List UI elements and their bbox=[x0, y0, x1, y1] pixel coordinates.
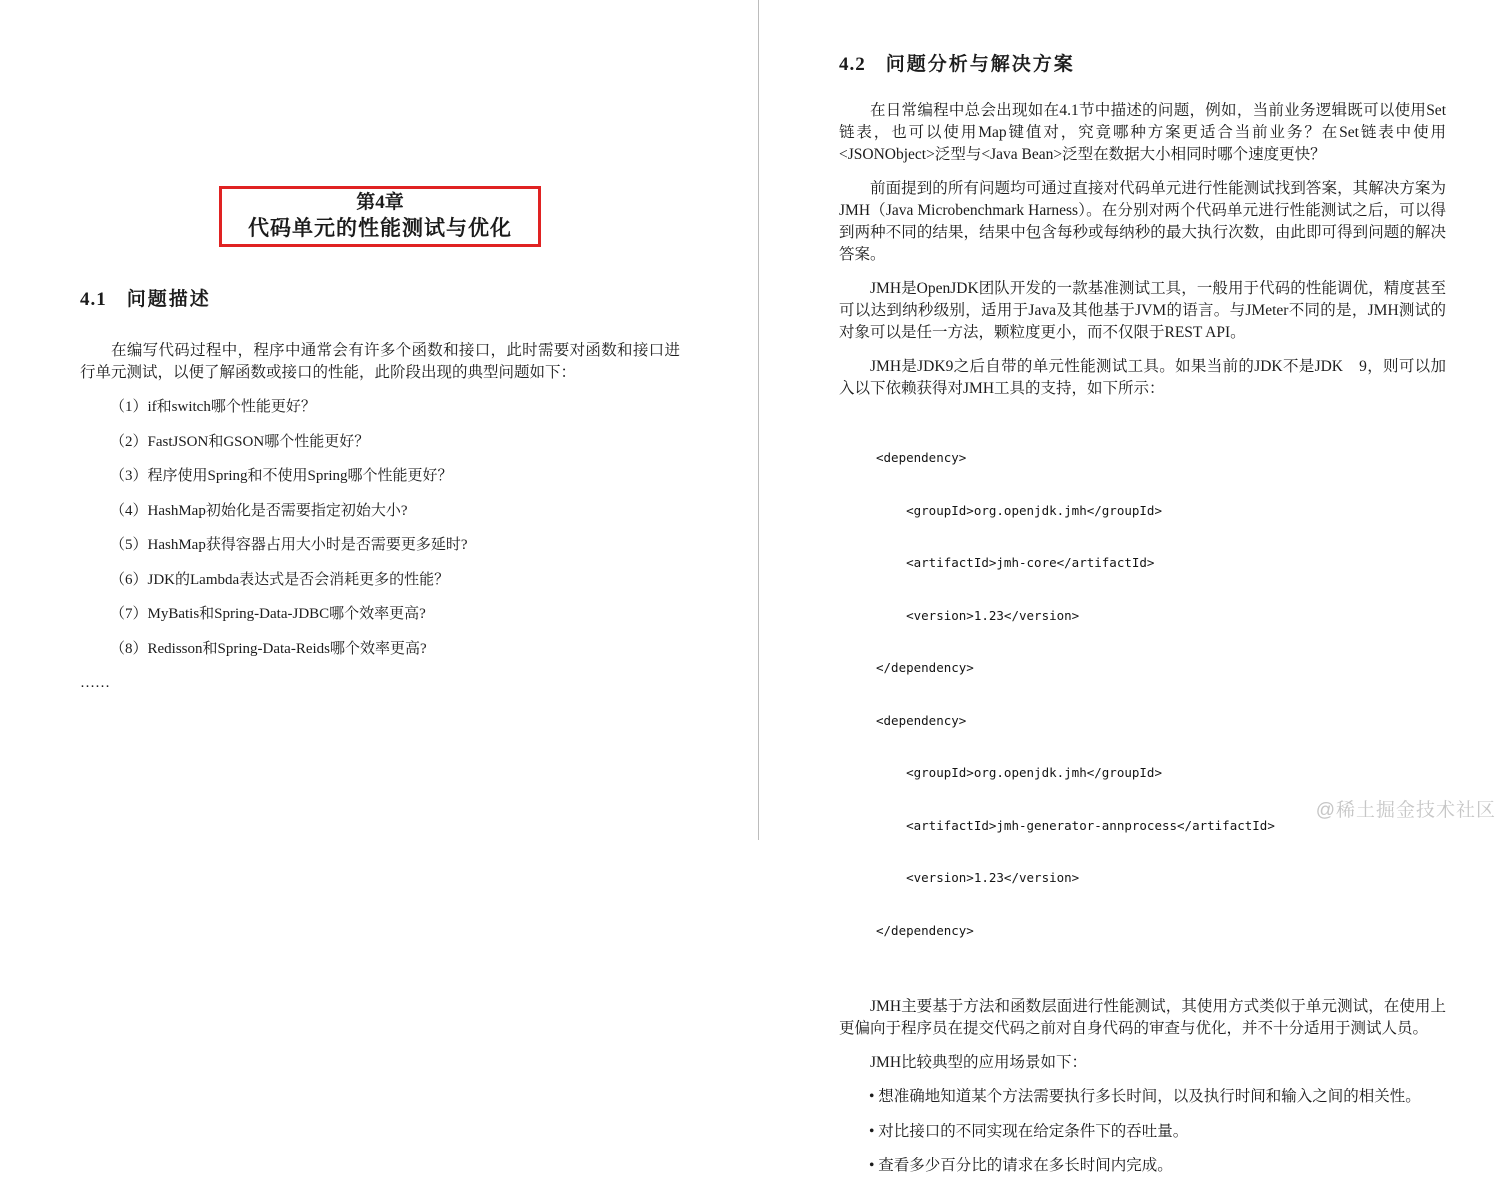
question-item: （5）HashMap获得容器占用大小时是否需要更多延时? bbox=[110, 537, 468, 553]
scenario-bullet-list bbox=[839, 1086, 1446, 1177]
juejin-watermark: @稀土掘金技术社区 bbox=[1315, 800, 1496, 821]
page-left bbox=[0, 0, 758, 840]
question-item: （8）Redisson和Spring-Data-Reids哪个效率更高? bbox=[110, 640, 427, 657]
scenarios-intro: JMH比较典型的应用场景如下： bbox=[870, 1054, 1088, 1071]
paragraph-jmh-usage: JMH主要基于方法和函数层面进行性能测试，其使用方式类似于单元测试，在使用上更偏向于程序员在提交代码之前对自身代码的审查与优化，并不十分适用于测试人员。 bbox=[839, 998, 1446, 1037]
code-line: <groupId>org.openjdk.jmh</groupId> bbox=[876, 765, 1162, 780]
code-line: <groupId>org.openjdk.jmh</groupId> bbox=[876, 502, 1162, 518]
question-item: （7）MyBatis和Spring-Data-JDBC哪个效率更高? bbox=[110, 606, 426, 622]
question-list bbox=[80, 396, 680, 660]
code-line: </dependency> bbox=[876, 922, 974, 938]
paragraph-jmh-description: JMH是OpenJDK团队开发的一款基准测试工具，一般用于代码的性能调优，精度甚至可以达到纳秒级别，适用于Java及其他基于JVM的语言。与JMeter不同的是，JMH测试的对象可以是任一方法，颗粒度更小，而不仅限于REST API。 bbox=[839, 280, 1446, 341]
bullet-item: • 想准确地知道某个方法需要执行多长时间，以及执行时间和输入之间的相关性。 bbox=[869, 1088, 1421, 1105]
paragraph-problem-examples: 在日常编程中总会出现如在4.1节中描述的问题，例如，当前业务逻辑既可以使用Set链表，也可以使用Map键值对，究竟哪种方案更适合当前业务？在Set链表中使用<JSONObject>泛型与<Java Bean>泛型在数据大小相同时哪个速度更快？ bbox=[839, 102, 1446, 163]
page-right bbox=[759, 0, 1512, 1174]
code-line: <artifactId>jmh-generator-annprocess</artifactId> bbox=[876, 817, 1275, 833]
chapter-title: 代码单元的性能测试与优化 bbox=[248, 216, 512, 240]
section-number: 4.2 bbox=[839, 54, 866, 75]
question-item: （4）HashMap初始化是否需要指定初始大小? bbox=[110, 502, 408, 519]
code-line: </dependency> bbox=[876, 660, 974, 675]
section-4-1-heading bbox=[80, 287, 680, 313]
section-title: 问题分析与解决方案 bbox=[885, 54, 1075, 75]
question-item: （3）程序使用Spring和不使用Spring哪个性能更好？ bbox=[110, 468, 453, 484]
code-line: <version>1.23</version> bbox=[876, 607, 1080, 623]
question-item: （6）JDK的Lambda表达式是否会消耗更多的性能？ bbox=[110, 571, 450, 588]
paragraph-jmh-solution: 前面提到的所有问题均可通过直接对代码单元进行性能测试找到答案，其解决方案为JMH（Java Microbenchmark Harness）。在分别对两个代码单元进行性能测试之后，可以得到两种不同的结果，结果中包含每秒或每纳秒的最大执行次数，由此即可得到问题的解决答案。 bbox=[839, 180, 1446, 263]
section-4-2-heading bbox=[839, 52, 1446, 78]
question-item: （2）FastJSON和GSON哪个性能更好？ bbox=[110, 433, 370, 450]
question-item: （1）if和switch哪个性能更好？ bbox=[110, 399, 316, 415]
bullet-item: • 查看多少百分比的请求在多长时间内完成。 bbox=[869, 1157, 1173, 1174]
maven-dependency-code-block bbox=[876, 414, 1446, 974]
code-line: <dependency> bbox=[876, 450, 967, 465]
section-number: 4.1 bbox=[80, 289, 107, 310]
code-line: <dependency> bbox=[876, 712, 967, 728]
bullet-item: • 对比接口的不同实现在给定条件下的吞吐量。 bbox=[869, 1122, 1189, 1140]
ellipsis-marker: …… bbox=[80, 675, 110, 691]
chapter-title-box bbox=[219, 186, 541, 247]
code-line: <artifactId>jmh-core</artifactId> bbox=[876, 555, 1155, 570]
chapter-number: 第4章 bbox=[356, 192, 404, 213]
section-title: 问题描述 bbox=[126, 289, 211, 310]
code-line: <version>1.23</version> bbox=[876, 870, 1080, 885]
intro-paragraph: 在编写代码过程中，程序中通常会有许多个函数和接口，此时需要对函数和接口进行单元测试，以便了解函数或接口的性能，此阶段出现的典型问题如下： bbox=[80, 342, 680, 381]
paragraph-jdk9-dependency: JMH是JDK9之后自带的单元性能测试工具。如果当前的JDK不是JDK 9，则可以加入以下依赖获得对JMH工具的支持，如下所示： bbox=[839, 358, 1446, 397]
